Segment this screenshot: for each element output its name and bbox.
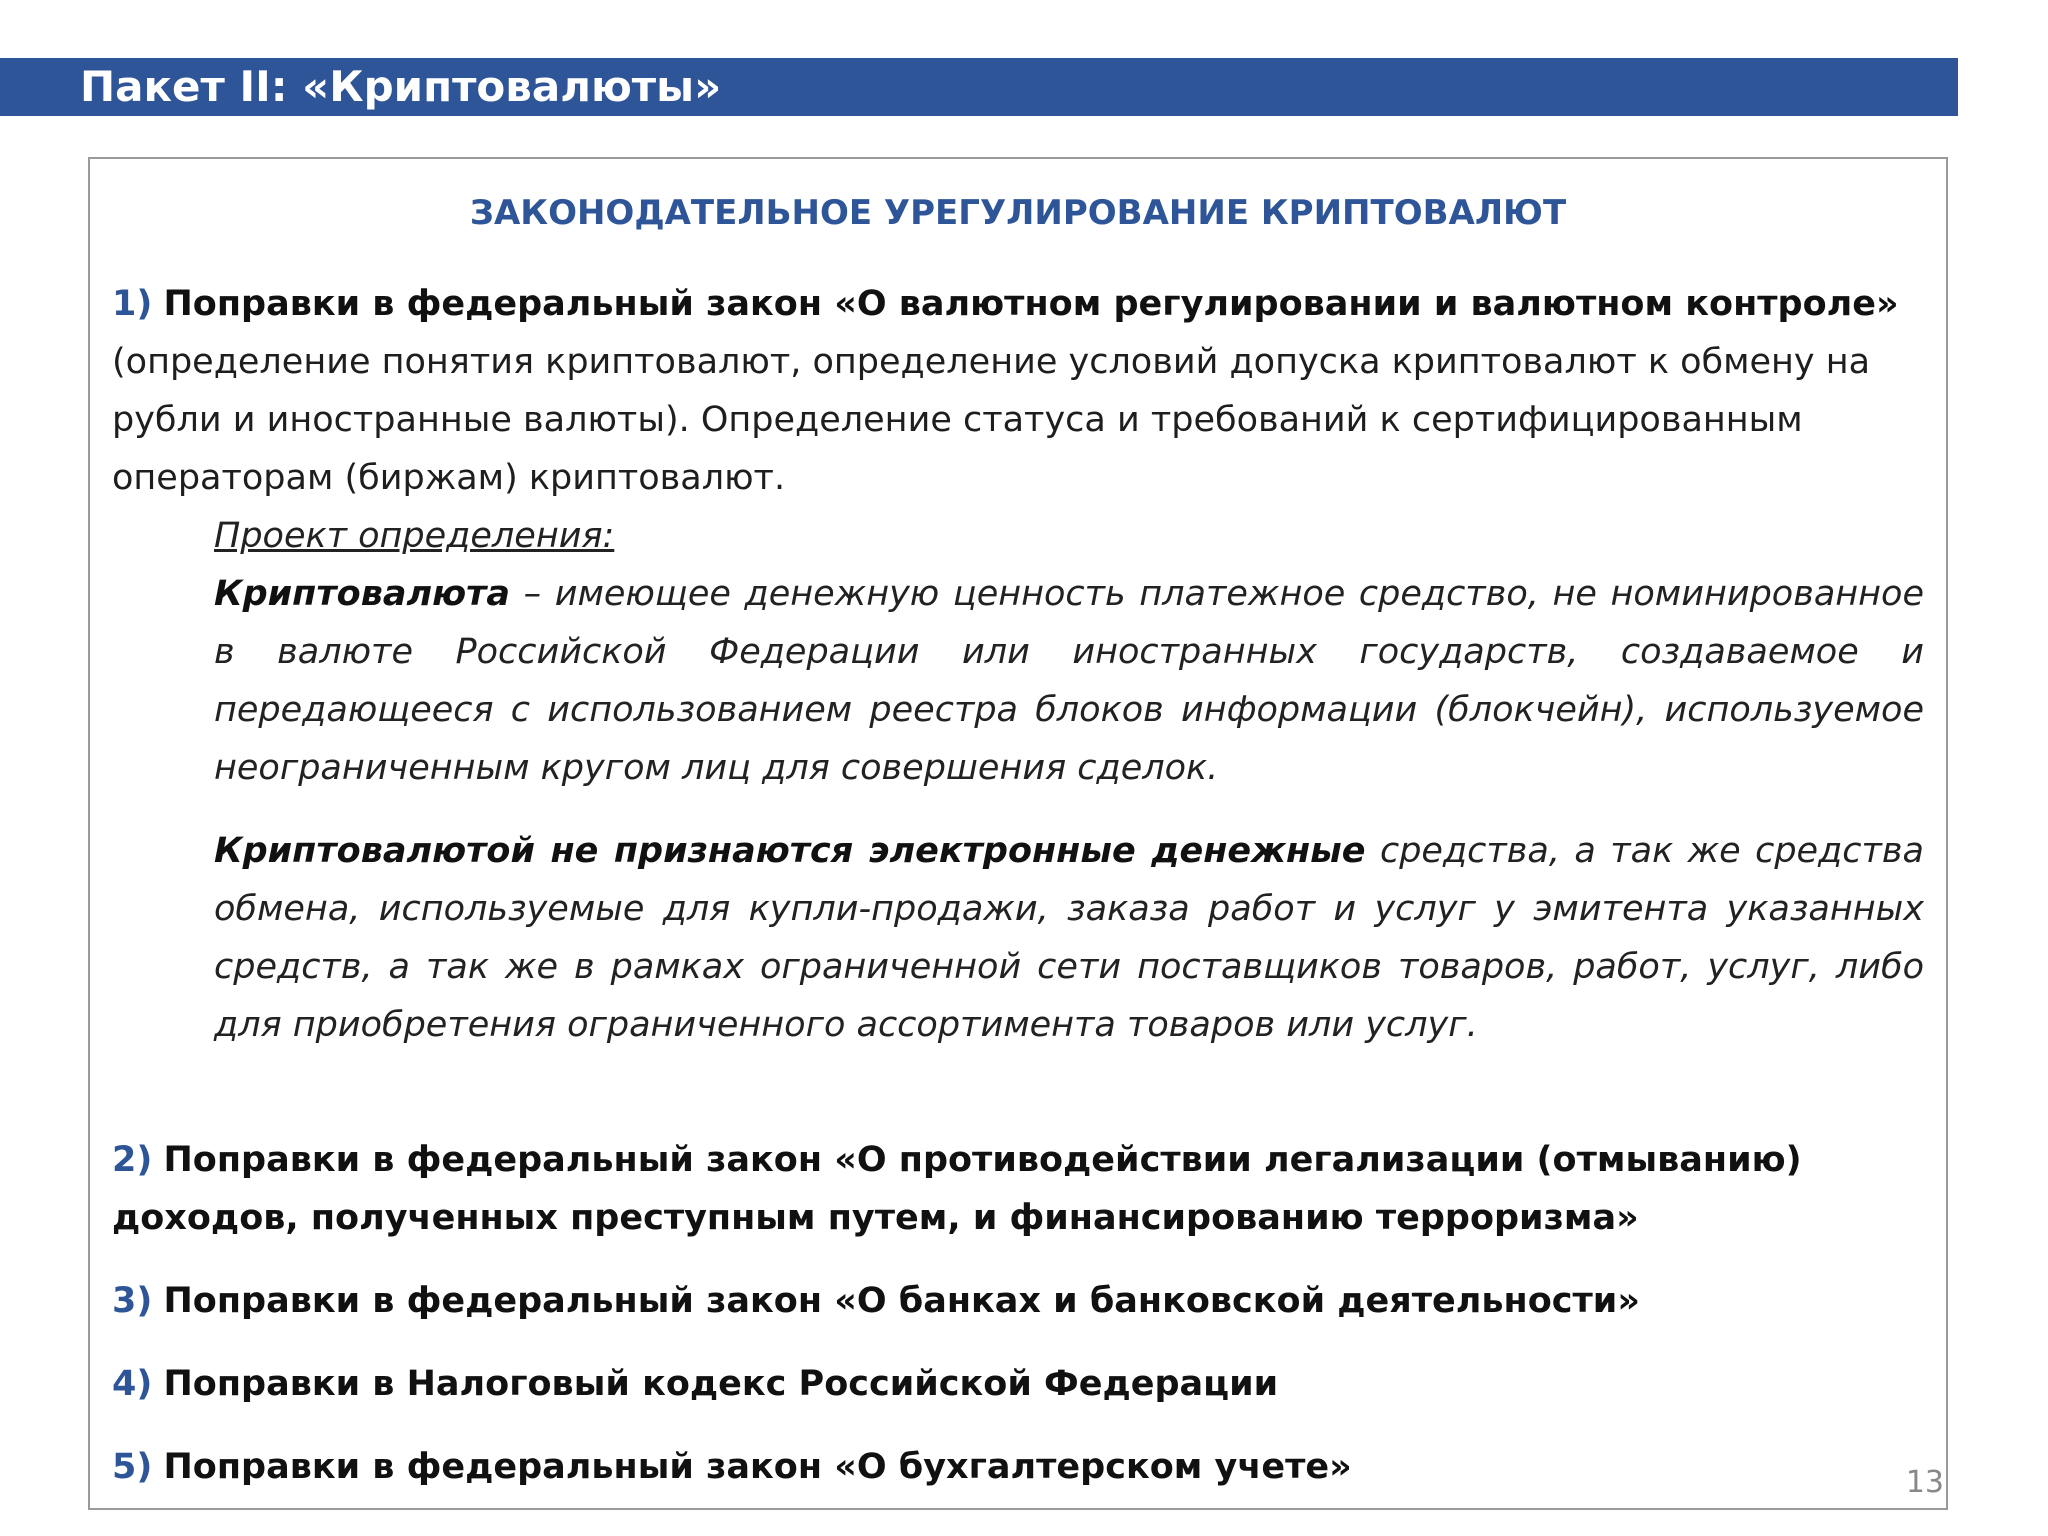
definition-text: – имеющее денежную ценность платежное средство, не номинированное в валюте Российской Федерации или иностранных государств, создаваемое и передающееся с использованием реестра блоков информации (блокчейн), используемое неограниченным кругом лиц для совершения сделок.: [214, 574, 1924, 788]
item-number: 1): [112, 284, 153, 324]
definition-paragraph-2: [214, 822, 1924, 1054]
header-bar: [0, 58, 1958, 116]
definition-label: Проект определения:: [214, 516, 615, 556]
slide-title: Пакет II: «Криптовалюты»: [80, 62, 722, 111]
item-title: Поправки в федеральный закон «О бухгалтерском учете»: [163, 1447, 1352, 1487]
list-item-5: [112, 1438, 1924, 1496]
list-item-2: [112, 1131, 1924, 1247]
section-title: ЗАКОНОДАТЕЛЬНОЕ УРЕГУЛИРОВАНИЕ КРИПТОВАЛЮТ: [469, 193, 1567, 233]
list-item-1: [112, 275, 1924, 507]
item-number: 5): [112, 1447, 153, 1487]
item-number: 2): [112, 1140, 153, 1180]
content-box: [88, 157, 1948, 1510]
item-number: 3): [112, 1281, 153, 1321]
list-item-4: [112, 1355, 1924, 1413]
item-title: Поправки в федеральный закон «О банках и банковской деятельности»: [163, 1281, 1640, 1321]
item-description: (определение понятия криптовалют, определение условий допуска криптовалют к обмену на рубли и иностранные валюты). Определение статуса и требований к сертифицированным операторам (биржам) криптовалют.: [112, 342, 1871, 498]
list-item-3: [112, 1272, 1924, 1330]
page-number: 13: [1905, 1465, 1944, 1500]
definition-text: средства, а так же средства обмена, используемые для купли-продажи, заказа работ и услуг у эмитента указанных средств, а так же в рамках ограниченной сети поставщиков товаров, работ, услуг, либо для приобретения ограниченного ассортимента товаров или услуг.: [214, 831, 1925, 1045]
item-title: Поправки в федеральный закон «О противодействии легализации (отмыванию) доходов, полученных преступным путем, и финансированию терроризма»: [112, 1140, 1802, 1238]
item-number: 4): [112, 1364, 153, 1404]
definition-paragraph-1: [214, 565, 1924, 797]
definition-term: Криптовалюта: [214, 574, 511, 614]
item-title: Поправки в Налоговый кодекс Российской Федерации: [163, 1364, 1279, 1404]
item-title: Поправки в федеральный закон «О валютном регулировании и валютном контроле»: [163, 284, 1899, 324]
definition-term: Криптовалютой не признаются электронные денежные: [214, 831, 1366, 871]
